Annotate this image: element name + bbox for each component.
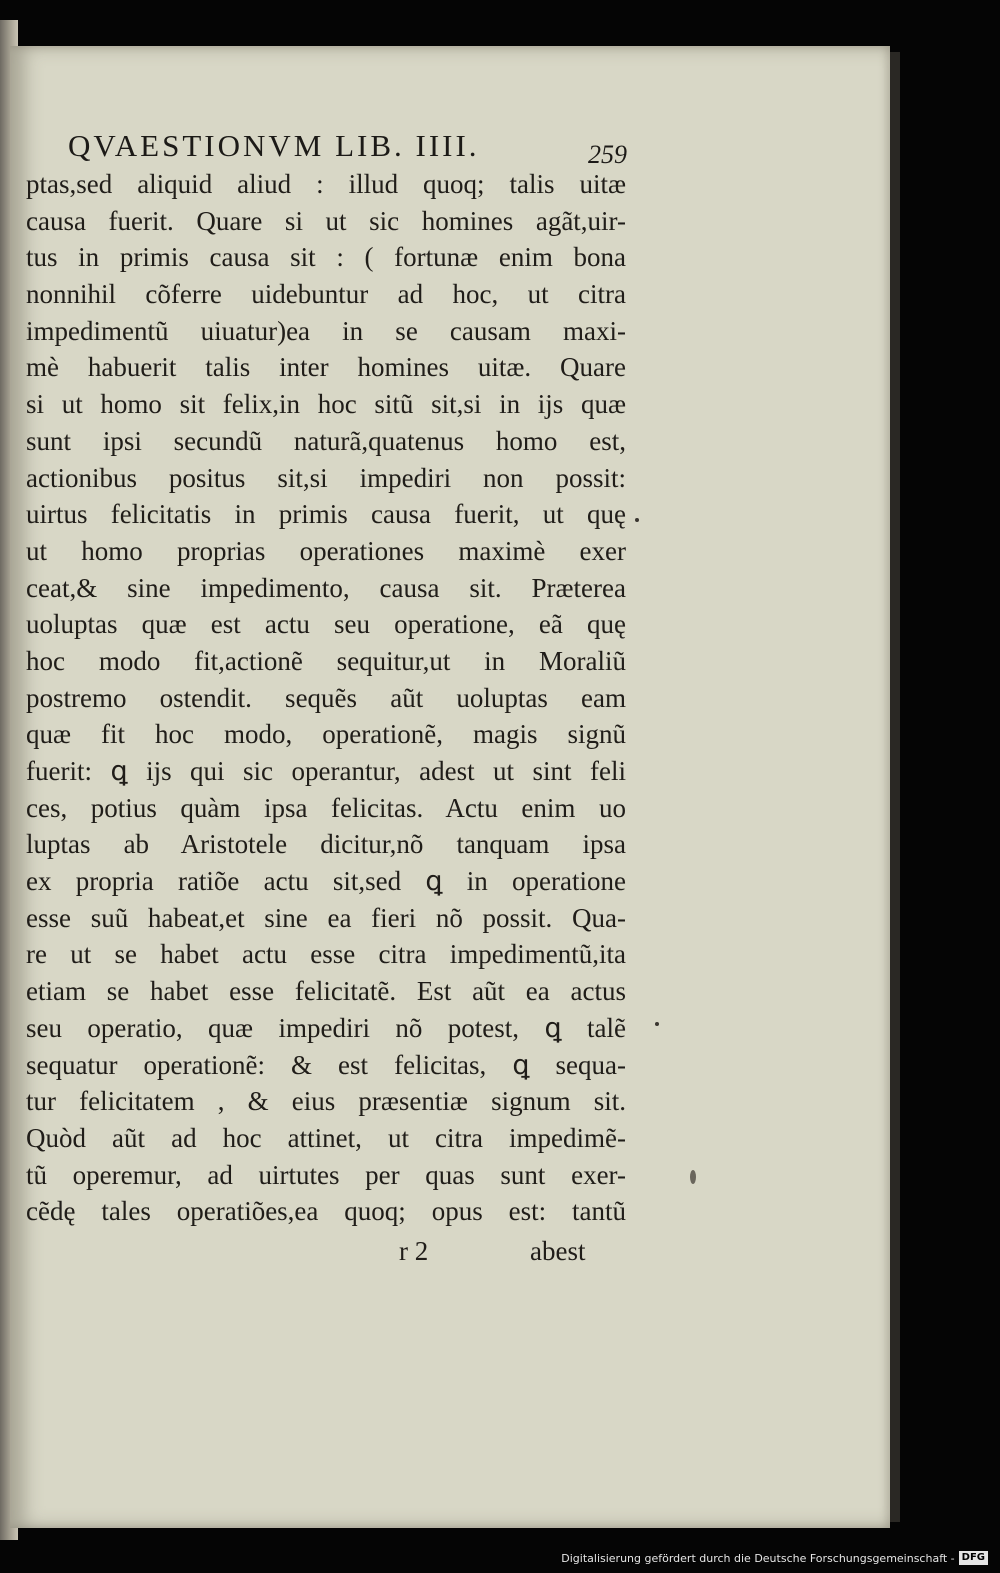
text-line: quæ fit hoc modo, operationẽ, magis signũ: [26, 719, 626, 750]
paper-speck: [635, 518, 639, 522]
text-line: cẽdę tales operatiões,ea quoq; opus est: tantũ: [26, 1196, 626, 1227]
text-line: esse suũ habeat,et sine ea fieri nõ possit. Qua-: [26, 902, 626, 933]
text-line: tus in primis causa sit : ( fortunæ enim bona: [26, 242, 626, 273]
text-line: sequatur operationẽ: & est felicitas, ꝗ sequa-: [26, 1049, 626, 1080]
text-line: nonnihil cõferre uidebuntur ad hoc, ut citra: [26, 279, 626, 310]
text-line: luptas ab Aristotele dicitur,nõ tanquam ipsa: [26, 829, 626, 860]
text-line: etiam se habet esse felicitatẽ. Est aũt ea actus: [26, 976, 626, 1007]
text-line: re ut se habet actu esse citra impedimentũ,ita: [26, 939, 626, 970]
text-line: tur felicitatem , & eius præsentiæ signum sit.: [26, 1086, 626, 1117]
running-head: QVAESTIONVM LIB. IIII.: [68, 128, 480, 163]
credit-text: Digitalisierung gefördert durch die Deutsche Forschungsgemeinschaft -: [561, 1551, 955, 1565]
text-line: uirtus felicitatis in primis causa fuerit, ut quę: [26, 499, 626, 530]
text-line: sunt ipsi secundũ naturã,quatenus homo est,: [26, 425, 626, 456]
paper-speck: [690, 1170, 696, 1184]
digitization-credit: [561, 1549, 988, 1567]
page-number: 259: [588, 140, 627, 169]
dfg-logo: DFG: [959, 1551, 988, 1565]
text-block: [26, 166, 626, 1230]
text-line: ptas,sed aliquid aliud : illud quoq; talis uitæ: [26, 169, 626, 199]
text-line: si ut homo sit felix,in hoc sitũ sit,si in ijs quæ: [26, 389, 626, 420]
text-line: Quòd aũt ad hoc attinet, ut citra impedimẽ-: [26, 1122, 626, 1153]
text-line: ces, potius quàm ipsa felicitas. Actu enim uo: [26, 792, 626, 823]
signature-mark: r 2: [399, 1236, 429, 1266]
catchword-row: [395, 1236, 610, 1274]
text-line: ex propria ratiõe actu sit,sed ꝗ in operatione: [26, 866, 626, 897]
text-line: postremo ostendit. sequẽs aũt uoluptas eam: [26, 682, 626, 713]
text-line: seu operatio, quæ impediri nõ potest, ꝗ talẽ: [26, 1012, 626, 1043]
text-line: fuerit: ꝗ ijs qui sic operantur, adest ut sint feli: [26, 756, 626, 786]
catchword: abest: [530, 1236, 586, 1266]
text-line: tũ operemur, ad uirtutes per quas sunt exer-: [26, 1159, 626, 1190]
paper-speck: [655, 1022, 659, 1026]
text-line: impedimentũ uiuatur)ea in se causam maxi-: [26, 315, 626, 346]
text-line: ut homo proprias operationes maximè exer: [26, 535, 626, 566]
text-line: mè habuerit talis inter homines uitæ. Quare: [26, 352, 626, 383]
page-fore-edge-shadow: [890, 52, 900, 1522]
text-line: causa fuerit. Quare si ut sic homines agãt,uir-: [26, 205, 626, 236]
text-line: ceat,& sine impedimento, causa sit. Præterea: [26, 572, 626, 603]
text-line: hoc modo fit,actionẽ sequitur,ut in Moraliũ: [26, 645, 626, 676]
text-line: uoluptas quæ est actu seu operatione, eã quę: [26, 609, 626, 640]
text-line: actionibus positus sit,si impediri non possit:: [26, 462, 626, 493]
